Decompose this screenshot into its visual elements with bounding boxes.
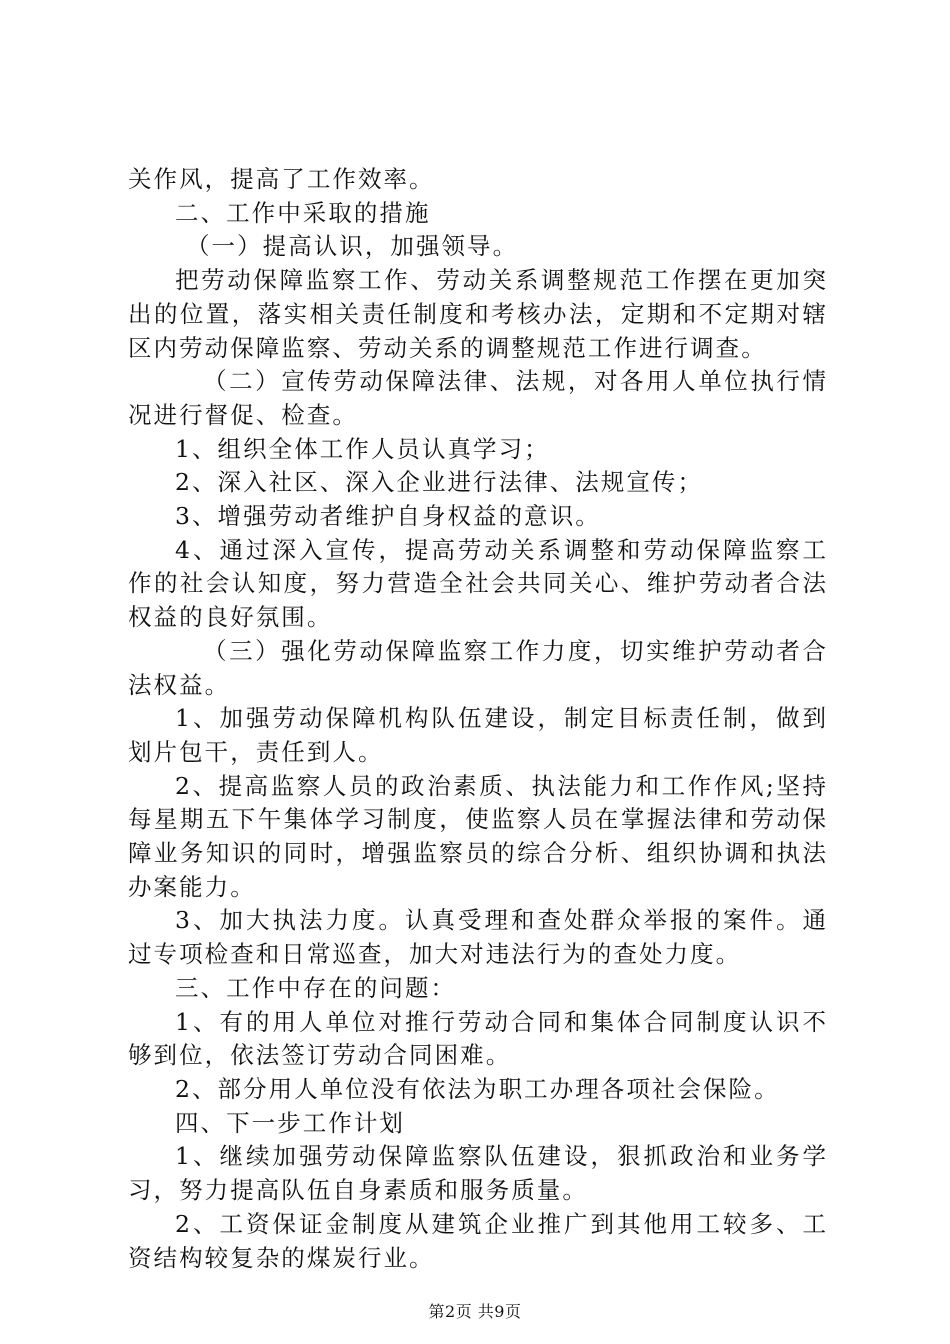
section-heading-next-steps: 四、下一步工作计划 [175,1108,405,1137]
section-heading-measures: 二、工作中采取的措施 [175,198,431,227]
document-body [128,163,828,1275]
section-heading-problems: 三、工作中存在的问题： [175,973,457,1002]
list-item-contracts: 1、有的用人单位对推行劳动合同和集体合同制度认识不够到位，依法签订劳动合同困难。 [128,1007,828,1070]
subheading-awareness: （一）提高认识，加强领导。 [186,232,519,261]
list-item-wage-deposit: 2、工资保证金制度从建筑企业推广到其他用工较多、工资结构较复杂的煤炭行业。 [128,1209,828,1272]
paragraph-continuation: 关作风，提高了工作效率。 [128,165,435,193]
page-number-footer: 第2页 共9页 [428,1302,522,1321]
list-item-team-building: 1、加强劳动保障机构队伍建设，制定目标责任制，做到划片包干，责任到人。 [128,704,828,766]
paragraph-priority: 把劳动保障监察工作、劳动关系调整规范工作摆在更加突出的位置，落实相关责任制度和考核办法，定期和不定期对辖区内劳动保障监察、劳动关系的调整规范工作进行调查。 [128,266,828,362]
list-item-continue: 1、继续加强劳动保障监察队伍建设，狠抓政治和业务学习，努力提高队伍自身素质和服务质量。 [128,1142,828,1205]
list-item-community: 2、深入社区、深入企业进行法律、法规宣传； [175,468,704,497]
list-item-study: 1、组织全体工作人员认真学习； [175,434,550,463]
list-item-awareness: 3、增强劳动者维护自身权益的意识。 [175,502,601,531]
list-item-quality: 2、提高监察人员的政治素质、执法能力和工作作风;坚持每星期五下午集体学习制度，使监察人员在掌握法律和劳动保障业务知识的同时，增强监察员的综合分析、组织协调和执法办案能力。 [128,771,828,901]
list-item-law-enforcement: 3、加大执法力度。认真受理和查处群众举报的案件。通过专项检查和日常巡查，加大对违法行为的查处力度。 [128,906,828,969]
list-item-atmosphere: 4、通过深入宣传，提高劳动关系调整和劳动保障监察工作的社会认知度，努力营造全社会共同关心、维护劳动者合法权益的良好氛围。 [128,535,828,632]
list-item-insurance: 2、部分用人单位没有依法为职工办理各项社会保险。 [175,1074,780,1103]
subheading-enforcement: （三）强化劳动保障监察工作力度，切实维护劳动者合法权益。 [128,636,828,699]
subheading-publicity: （二）宣传劳动保障法律、法规，对各用人单位执行情况进行督促、检查。 [128,367,828,429]
